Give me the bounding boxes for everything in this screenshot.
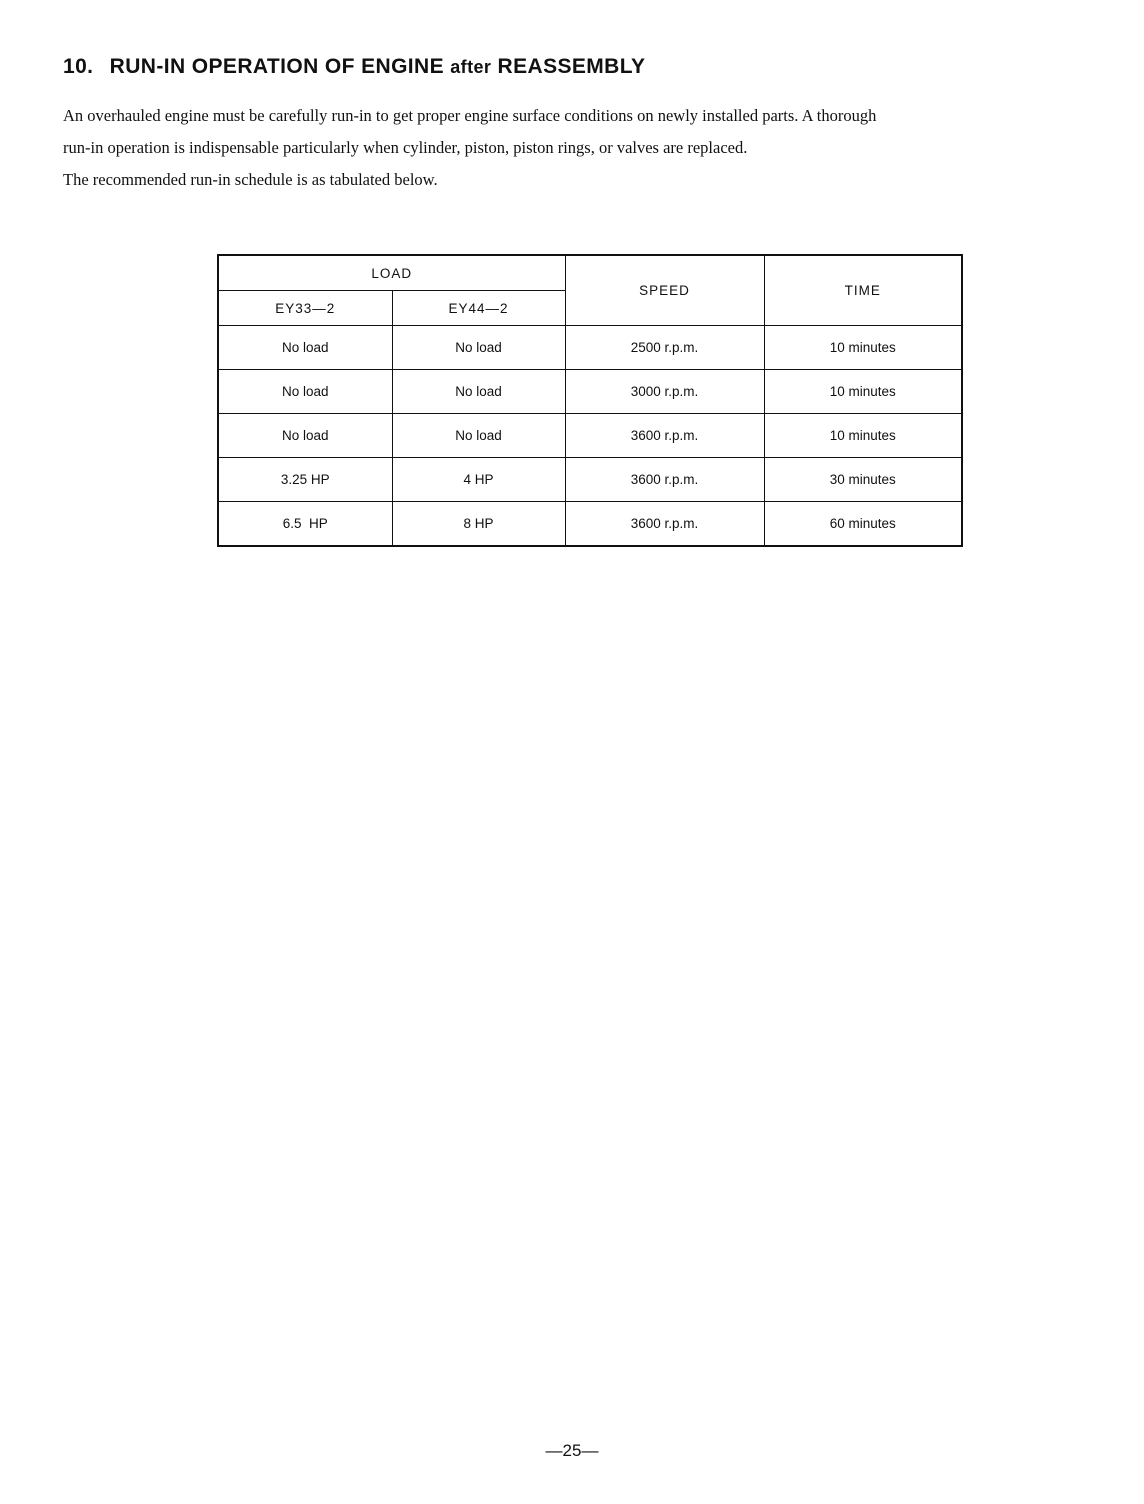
table-row [218,414,962,458]
cell-time: 10 minutes [764,370,962,414]
cell-ey44-load: 8 HP [392,502,565,547]
intro-line-2: run-in operation is indispensable particularly when cylinder, piston, piston rings, or valves are replaced. [63,138,748,157]
header-speed: SPEED [565,255,764,326]
cell-time: 10 minutes [764,326,962,370]
cell-ey44-load: 4 HP [392,458,565,502]
table-row [218,502,962,547]
cell-time: 30 minutes [764,458,962,502]
cell-speed: 3000 r.p.m. [565,370,764,414]
page-number: —25— [545,1441,599,1460]
section-heading [63,55,645,79]
intro-line-1: An overhauled engine must be carefully run-in to get proper engine surface conditions on newly installed parts. A thorough [63,106,877,125]
table-row [218,370,962,414]
header-time: TIME [764,255,962,326]
cell-time: 60 minutes [764,502,962,547]
cell-speed: 3600 r.p.m. [565,458,764,502]
table-row [218,326,962,370]
header-model-ey33: EY33—2 [218,291,392,326]
run-in-schedule-table [217,254,963,547]
cell-ey44-load: No load [392,414,565,458]
section-title-main: RUN-IN OPERATION OF ENGINE [109,55,445,78]
cell-speed: 2500 r.p.m. [565,326,764,370]
cell-ey33-load: 6.5 HP [218,502,392,547]
cell-speed: 3600 r.p.m. [565,502,764,547]
cell-ey44-load: No load [392,326,565,370]
section-title-after: after [450,57,492,77]
intro-line-3: The recommended run-in schedule is as tabulated below. [63,170,438,189]
cell-ey33-load: 3.25 HP [218,458,392,502]
cell-ey44-load: No load [392,370,565,414]
section-title-end: REASSEMBLY [497,55,646,78]
cell-speed: 3600 r.p.m. [565,414,764,458]
cell-ey33-load: No load [218,370,392,414]
header-model-ey44: EY44—2 [392,291,565,326]
header-load: LOAD [218,255,565,291]
cell-ey33-load: No load [218,414,392,458]
section-number: 10. [63,55,94,78]
intro-text [63,100,1103,196]
cell-ey33-load: No load [218,326,392,370]
cell-time: 10 minutes [764,414,962,458]
table-row [218,458,962,502]
